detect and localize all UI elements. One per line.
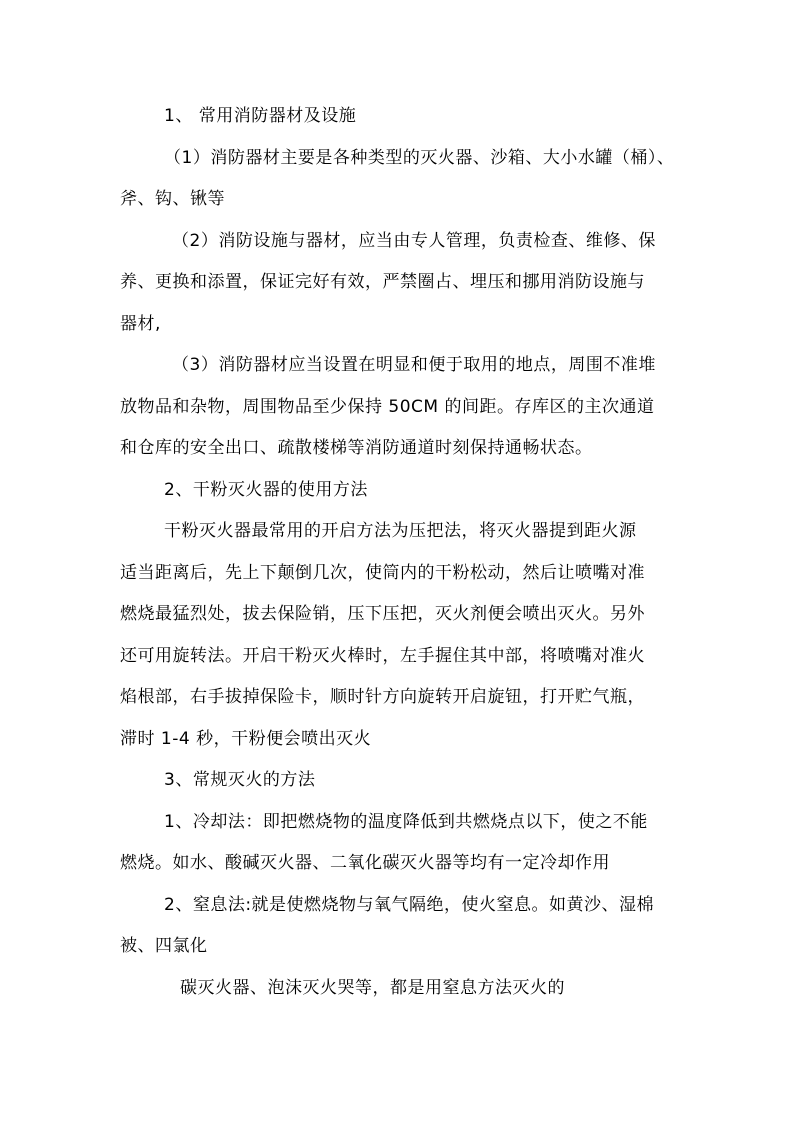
paragraph-line: 适当距离后，先上下颠倒几次，使筒内的干粉松动，然后让喷嘴对准 xyxy=(120,563,645,583)
paragraph-line: 燃烧。如水、酸碱灭火器、二氧化碳灭火器等均有一定冷却作用 xyxy=(120,853,610,873)
heading-2: 2、干粉灭火器的使用方法 xyxy=(164,480,368,500)
paragraph-line: 干粉灭火器最常用的开启方法为压把法，将灭火器提到距火源 xyxy=(164,521,637,541)
paragraph-line: （1）消防器材主要是各种类型的灭火器、沙箱、大小水罐（桶）、 xyxy=(164,148,675,168)
paragraph-line: 燃烧最猛烈处，拔去保险销，压下压把，灭火剂便会喷出灭火。另外 xyxy=(120,604,645,624)
paragraph-line: 2、窒息法:就是使燃烧物与氧气隔绝，使火窒息。如黄沙、湿棉 xyxy=(164,895,655,915)
heading-1: 1、 常用消防器材及设施 xyxy=(164,106,357,126)
paragraph-line: （3）消防器材应当设置在明显和便于取用的地点，周围不准堆 xyxy=(172,355,656,375)
paragraph-line: （2）消防设施与器材，应当由专人管理，负责检查、维修、保 xyxy=(172,231,656,251)
paragraph-line: 放物品和杂物，周围物品至少保持 50CM 的间距。存库区的主次通道 xyxy=(120,397,655,417)
paragraph-line: 滞时 1-4 秒，干粉便会喷出灭火 xyxy=(120,729,372,749)
paragraph-line: 和仓库的安全出口、疏散楼梯等消防通道时刻保持通畅状态。 xyxy=(120,438,593,458)
paragraph-line: 斧、钩、锹等 xyxy=(120,189,225,209)
paragraph-line: 养、更换和添置，保证完好有效，严禁圈占、埋压和挪用消防设施与 xyxy=(120,272,645,292)
paragraph-line: 碳灭火器、泡沫灭火哭等，都是用窒息方法灭火的 xyxy=(180,978,565,998)
paragraph-line: 被、四氯化 xyxy=(120,936,208,956)
paragraph-line: 还可用旋转法。开启干粉灭火棒时，左手握住其中部，将喷嘴对准火 xyxy=(120,646,645,666)
paragraph-line: 器材, xyxy=(120,314,161,334)
paragraph-line: 焰根部，右手拔掉保险卡，顺时针方向旋转开启旋钮，打开贮气瓶， xyxy=(120,687,645,707)
paragraph-line: 1、冷却法：即把燃烧物的温度降低到共燃烧点以下，使之不能 xyxy=(164,812,648,832)
heading-3: 3、常规灭火的方法 xyxy=(164,770,316,790)
